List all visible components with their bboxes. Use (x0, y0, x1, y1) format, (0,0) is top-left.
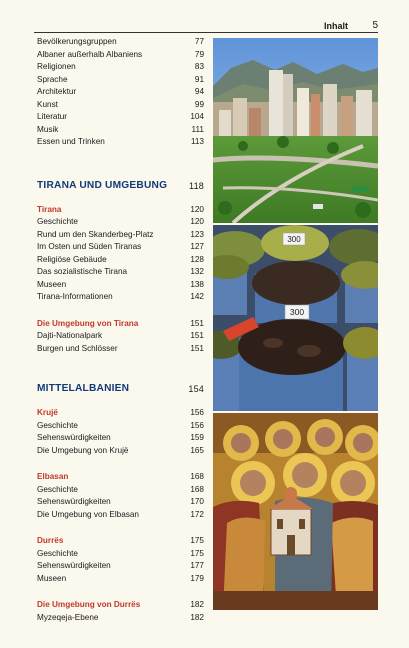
icon-painting-photo (213, 413, 378, 610)
toc-entry[interactable]: Die Umgebung von Krujë 165 (37, 445, 204, 455)
toc-entry[interactable]: Museen 179 (37, 573, 204, 583)
toc-entry[interactable]: Geschichte 175 (37, 548, 204, 558)
toc-entry[interactable]: Rund um den Skanderbeg-Platz 123 (37, 229, 204, 239)
toc-entry[interactable]: Sehenswürdigkeiten 177 (37, 561, 204, 570)
header-rule (34, 32, 378, 33)
toc-section-heading[interactable]: MITTELALBANIEN 154 (37, 383, 204, 394)
toc-subsection[interactable]: Krujë 156 (37, 408, 204, 417)
tirana-city-photo (213, 38, 378, 223)
toc-entry[interactable]: Religiöse Gebäude 128 (37, 254, 204, 264)
toc-subsection[interactable]: Die Umgebung von Durrës 182 (37, 600, 204, 609)
toc-entry[interactable]: Sprache 91 (37, 74, 204, 84)
header-title: Inhalt (324, 21, 348, 31)
toc-entry[interactable]: Kunst 99 (37, 99, 204, 109)
toc-entry[interactable]: Religionen 83 (37, 62, 204, 71)
toc-entry[interactable]: Sehenswürdigkeiten 159 (37, 433, 204, 442)
toc-entry[interactable]: Tirana-Informationen 142 (37, 292, 204, 301)
page-header (34, 16, 378, 32)
toc-entry[interactable]: Im Osten und Süden Tiranas 127 (37, 242, 204, 251)
toc-entry[interactable]: Burgen und Schlösser 151 (37, 343, 204, 353)
price-sign-text: 300 (289, 307, 305, 317)
toc-entry[interactable]: Architektur 94 (37, 87, 204, 96)
toc-entry[interactable]: Musik 111 (37, 124, 204, 134)
toc-entry[interactable]: Geschichte 156 (37, 420, 204, 430)
toc-entry[interactable]: Albaner außerhalb Albaniens 79 (37, 49, 204, 59)
toc-subsection[interactable]: Durrës 175 (37, 536, 204, 545)
toc-subsection[interactable]: Elbasan 168 (37, 472, 204, 481)
toc-entry[interactable]: Essen und Trinken 113 (37, 137, 204, 146)
toc-entry[interactable]: Bevölkerungsgruppen 77 (37, 37, 204, 46)
toc-subsection[interactable]: Die Umgebung von Tirana 151 (37, 318, 204, 328)
toc-section-heading[interactable]: TIRANA UND UMGEBUNG 118 (37, 179, 204, 191)
price-sign-text: 300 (287, 235, 301, 244)
olive-market-photo (213, 225, 378, 411)
toc-entry[interactable]: Myzeqeja-Ebene 182 (37, 612, 204, 622)
toc-entry[interactable]: Dajti-Nationalpark 151 (37, 331, 204, 340)
toc-entry[interactable]: Das sozialistische Tirana 132 (37, 267, 204, 276)
toc-entry[interactable]: Sehenswürdigkeiten 170 (37, 497, 204, 506)
toc-entry[interactable]: Literatur 104 (37, 112, 204, 121)
toc-entry[interactable]: Geschichte 168 (37, 484, 204, 494)
toc-entry[interactable]: Die Umgebung von Elbasan 172 (37, 509, 204, 519)
toc-entry[interactable]: Geschichte 120 (37, 217, 204, 226)
header-page-number: 5 (372, 20, 378, 31)
toc-entry[interactable]: Museen 138 (37, 279, 204, 289)
table-of-contents (37, 36, 204, 624)
toc-subsection[interactable]: Tirana 120 (37, 204, 204, 214)
